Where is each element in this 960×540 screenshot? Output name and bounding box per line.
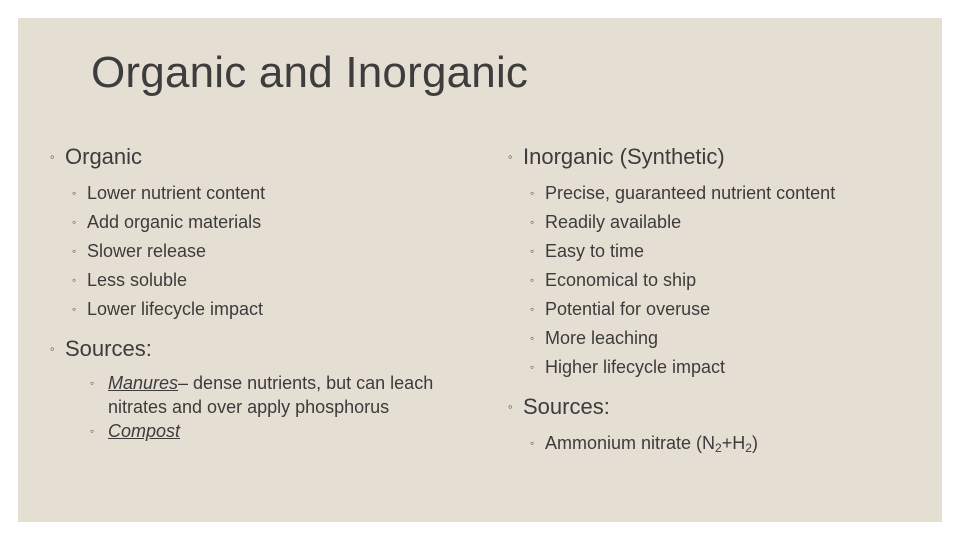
bullet-icon: ◦ (530, 436, 535, 450)
bullet-icon: ◦ (90, 424, 95, 438)
bullet-icon: ◦ (530, 302, 535, 316)
list-item: ◦ Lower lifecycle impact (50, 295, 460, 324)
bullet-icon: ◦ (72, 273, 77, 287)
bullet-icon: ◦ (72, 244, 77, 258)
bullet-icon: ◦ (530, 186, 535, 200)
bullet-icon: ◦ (50, 149, 55, 164)
inorganic-column (508, 142, 928, 458)
bullet-icon: ◦ (530, 273, 535, 287)
source-manures: ◦ Manures– dense nutrients, but can leach nitrates and over apply phosphorus (90, 373, 434, 417)
list-item: ◦ Add organic materials (50, 208, 460, 237)
list-item: ◦ Lower nutrient content (50, 179, 460, 208)
slide (18, 18, 942, 522)
bullet-icon: ◦ (72, 186, 77, 200)
list-item: ◦ Precise, guaranteed nutrient content (508, 179, 928, 208)
compost-link[interactable]: Compost (108, 421, 181, 441)
inorganic-sources-heading: ◦ Sources: (508, 392, 928, 422)
list-item: ◦ Potential for overuse (508, 295, 928, 324)
organic-column (50, 142, 460, 443)
bullet-icon: ◦ (90, 376, 95, 390)
slide-title: Organic and Inorganic (91, 48, 529, 97)
bullet-icon: ◦ (530, 360, 535, 374)
source-ammonium-nitrate: ◦ Ammonium nitrate $(N_2+H_2)$ (508, 429, 928, 458)
bullet-icon: ◦ (530, 244, 535, 258)
organic-sources-heading: ◦ Sources: (50, 334, 460, 364)
source-compost (50, 419, 438, 443)
bullet-icon: ◦ (508, 399, 513, 414)
bullet-icon: ◦ (72, 302, 77, 316)
list-item: ◦ Slower release (50, 237, 460, 266)
list-item: ◦ Economical to ship (508, 266, 928, 295)
inorganic-heading: ◦ Inorganic (Synthetic) (508, 142, 928, 172)
manures-link[interactable]: Manures (108, 373, 179, 393)
list-item: ◦ Readily available (508, 208, 928, 237)
bullet-icon: ◦ (530, 331, 535, 345)
list-item: ◦ Higher lifecycle impact (508, 353, 928, 382)
bullet-icon: ◦ (530, 215, 535, 229)
bullet-icon: ◦ (508, 149, 513, 164)
bullet-icon: ◦ (50, 341, 55, 356)
organic-heading: ◦ Organic (50, 142, 460, 172)
list-item: ◦ Less soluble (50, 266, 460, 295)
list-item: ◦ Easy to time (508, 237, 928, 266)
bullet-icon: ◦ (72, 215, 77, 229)
list-item: ◦ More leaching (508, 324, 928, 353)
